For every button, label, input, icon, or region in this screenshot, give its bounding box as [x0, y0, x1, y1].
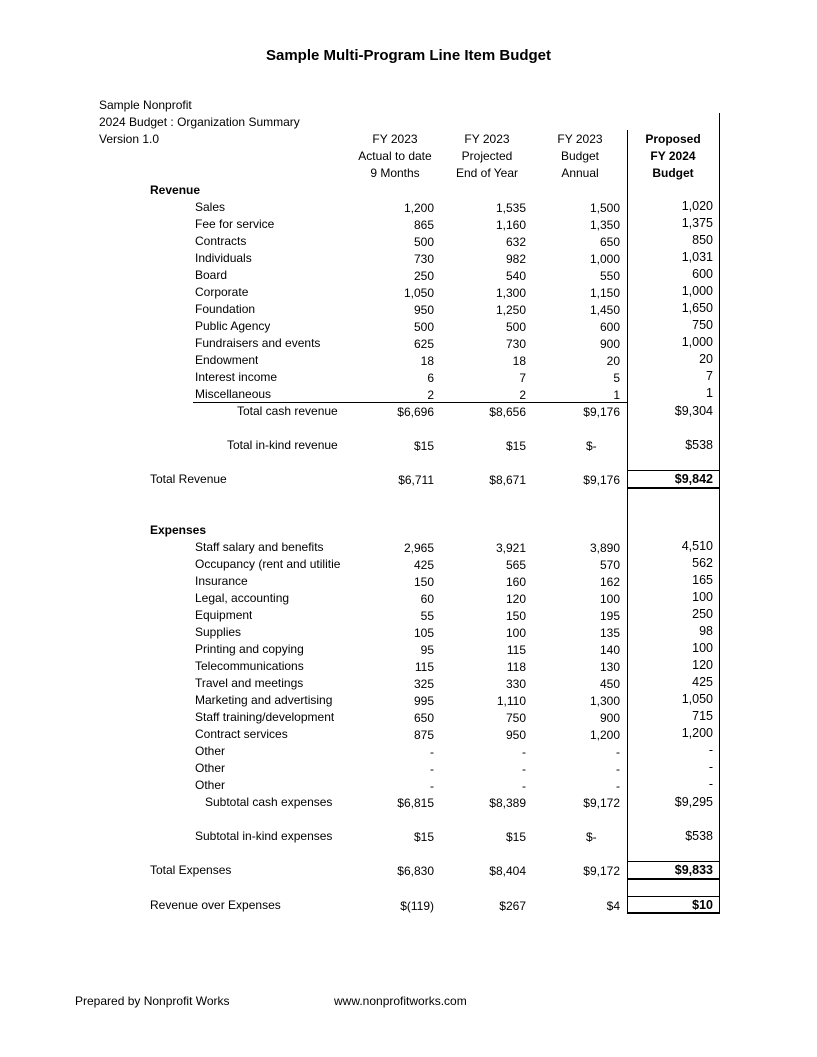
- expense-item-value: 570: [599, 558, 620, 572]
- revenue-item-value: 600: [599, 320, 620, 334]
- revenue-item-value: 730: [413, 252, 434, 266]
- expense-item-value: 562: [692, 556, 713, 570]
- expense-item-value: 900: [599, 711, 620, 725]
- revenue-item-label: Contracts: [195, 234, 247, 248]
- revenue-item-value: 1,350: [589, 218, 620, 232]
- revenue-item-value: 1,000: [681, 284, 713, 298]
- expense-item-value: -: [430, 762, 434, 776]
- expense-item-value: -: [430, 779, 434, 793]
- expense-item-label: Other: [195, 744, 226, 758]
- expense-item-value: 1,200: [681, 726, 713, 740]
- footer-prepared-by: Prepared by Nonprofit Works: [75, 994, 230, 1008]
- subtotal-cash-expenses-proposed: $9,295: [674, 795, 713, 809]
- total-cash-revenue-proposed: $9,304: [674, 404, 713, 418]
- expense-item-value: -: [708, 760, 713, 774]
- revenue-item-value: 1,535: [495, 201, 526, 215]
- expense-item-value: 115: [506, 643, 526, 657]
- revenue-item-value: 1,200: [403, 201, 434, 215]
- total-inkind-revenue-proposed: $538: [685, 438, 713, 452]
- expense-item-label: Insurance: [195, 574, 248, 588]
- expense-item-value: -: [616, 779, 620, 793]
- expense-item-value: 650: [413, 711, 434, 725]
- revenue-item-value: 900: [599, 337, 620, 351]
- revenue-item-label: Individuals: [195, 251, 252, 265]
- expense-item-value: 60: [420, 592, 434, 606]
- total-inkind-revenue-projected: $15: [505, 439, 526, 453]
- expense-item-value: 1,200: [589, 728, 620, 742]
- expense-item-value: 130: [599, 660, 620, 674]
- proposed-column-right-border: [719, 113, 720, 914]
- column-header-line: FY 2023: [464, 132, 510, 146]
- expense-item-value: 325: [413, 677, 434, 691]
- expense-item-value: 120: [505, 592, 526, 606]
- expense-item-value: 3,890: [589, 541, 620, 555]
- expense-item-value: 195: [599, 609, 620, 623]
- total-revenue-projected: $8,671: [489, 473, 526, 487]
- column-header-line: 9 Months: [370, 166, 420, 180]
- org-name: Sample Nonprofit: [99, 98, 192, 112]
- total-revenue-proposed: $9,842: [674, 472, 713, 486]
- revenue-item-value: 1,031: [681, 250, 713, 264]
- revenue-item-value: 18: [420, 354, 434, 368]
- revenue-over-expenses-label: Revenue over Expenses: [150, 898, 281, 912]
- total-expenses-box-bottom: [627, 878, 720, 880]
- total-revenue-label: Total Revenue: [150, 472, 227, 486]
- total-cash-revenue-label: Total cash revenue: [237, 404, 338, 418]
- footer-website: www.nonprofitworks.com: [334, 994, 467, 1008]
- expense-item-value: 162: [599, 575, 620, 589]
- expense-item-value: -: [430, 745, 434, 759]
- expense-item-value: 150: [505, 609, 526, 623]
- subtotal-inkind-expenses-projected: $15: [505, 830, 526, 844]
- subtotal-inkind-expenses-proposed: $538: [685, 829, 713, 843]
- expense-item-value: 995: [413, 694, 434, 708]
- revenue-item-value: 950: [413, 303, 434, 317]
- expense-item-value: -: [616, 745, 620, 759]
- expense-item-value: 165: [692, 573, 713, 587]
- revenue-item-value: 625: [413, 337, 434, 351]
- expense-item-value: 100: [505, 626, 526, 640]
- revenue-item-value: 500: [505, 320, 526, 334]
- revenue-item-label: Corporate: [195, 285, 249, 299]
- expense-item-value: 120: [692, 658, 713, 672]
- expense-item-value: 450: [599, 677, 620, 691]
- revenue-item-value: 7: [706, 369, 713, 383]
- expense-item-value: 100: [692, 641, 713, 655]
- revenue-item-value: 1: [613, 388, 620, 402]
- revenue-item-label: Foundation: [195, 302, 256, 316]
- expense-item-label: Other: [195, 761, 226, 775]
- subtotal-cash-expenses-actual: $6,815: [397, 796, 434, 810]
- org-subtitle: 2024 Budget : Organization Summary: [99, 115, 300, 129]
- subtotal-cash-expenses-budget: $9,172: [583, 796, 620, 810]
- revenue-item-value: 1,375: [681, 216, 713, 230]
- revenue-subtotal-rule: [193, 402, 628, 403]
- revenue-item-value: 6: [427, 371, 434, 385]
- column-header-line: FY 2023: [557, 132, 603, 146]
- expense-item-value: -: [616, 762, 620, 776]
- expense-item-value: 565: [505, 558, 526, 572]
- revenue-item-value: 1,150: [589, 286, 620, 300]
- expense-item-label: Telecommunications: [195, 659, 304, 673]
- revenue-item-value: 20: [606, 354, 620, 368]
- revenue-over-expenses-actual: $(119): [400, 899, 434, 913]
- column-header-line: Budget: [560, 149, 600, 163]
- revenue-item-value: 1,250: [495, 303, 526, 317]
- expense-item-label: Contract services: [195, 727, 288, 741]
- revenue-item-value: 865: [413, 218, 434, 232]
- revenue-over-expenses-proposed: $10: [692, 898, 713, 912]
- expense-item-value: 715: [692, 709, 713, 723]
- expense-item-value: 160: [505, 575, 526, 589]
- expense-item-label: Printing and copying: [195, 642, 304, 656]
- expense-item-value: 875: [413, 728, 434, 742]
- subtotal-inkind-expenses-label: Subtotal in-kind expenses: [195, 829, 333, 843]
- revenue-item-value: 1,650: [681, 301, 713, 315]
- revenue-item-value: 730: [505, 337, 526, 351]
- expense-item-label: Supplies: [195, 625, 242, 639]
- subtotal-inkind-expenses-budget: $-: [586, 830, 597, 844]
- total-inkind-revenue-label: Total in-kind revenue: [227, 438, 338, 452]
- revenue-item-value: 500: [413, 235, 434, 249]
- expense-item-value: 425: [413, 558, 434, 572]
- expense-item-value: 950: [505, 728, 526, 742]
- revenue-item-value: 1,500: [589, 201, 620, 215]
- revenue-item-label: Fundraisers and events: [195, 336, 321, 350]
- page-title: Sample Multi-Program Line Item Budget: [265, 47, 552, 64]
- total-cash-revenue-actual: $6,696: [397, 405, 434, 419]
- expense-item-value: 250: [692, 607, 713, 621]
- revenue-item-value: 1,000: [589, 252, 620, 266]
- expense-item-value: 1,110: [496, 694, 526, 708]
- revenue-item-value: 1: [706, 386, 713, 400]
- expenses-heading: Expenses: [150, 523, 207, 537]
- total-revenue-actual: $6,711: [398, 473, 434, 487]
- net-box-top: [627, 896, 720, 897]
- revenue-item-label: Interest income: [195, 370, 278, 384]
- expense-item-value: -: [708, 777, 713, 791]
- expense-item-label: Travel and meetings: [195, 676, 304, 690]
- expense-item-value: 425: [692, 675, 713, 689]
- total-expenses-actual: $6,830: [397, 864, 434, 878]
- total-revenue-box-top: [627, 470, 720, 471]
- expense-item-label: Other: [195, 778, 226, 792]
- expense-item-value: 750: [505, 711, 526, 725]
- total-expenses-budget: $9,172: [583, 864, 620, 878]
- revenue-item-value: 1,020: [681, 199, 713, 213]
- expense-item-value: 150: [413, 575, 434, 589]
- revenue-item-label: Public Agency: [195, 319, 271, 333]
- total-inkind-revenue-budget: $-: [586, 439, 597, 453]
- subtotal-cash-expenses-label: Subtotal cash expenses: [205, 795, 333, 809]
- revenue-item-value: 2: [519, 388, 526, 402]
- revenue-item-value: 500: [413, 320, 434, 334]
- revenue-item-value: 550: [599, 269, 620, 283]
- revenue-item-value: 250: [413, 269, 434, 283]
- revenue-item-value: 7: [519, 371, 526, 385]
- expense-item-value: -: [708, 743, 713, 757]
- column-header-line: Annual: [561, 166, 599, 180]
- expense-item-value: 1,300: [589, 694, 620, 708]
- expense-item-value: 100: [692, 590, 713, 604]
- revenue-item-value: 600: [692, 267, 713, 281]
- revenue-heading: Revenue: [150, 183, 201, 197]
- expense-item-value: 98: [699, 624, 713, 638]
- expense-item-value: 105: [413, 626, 434, 640]
- total-cash-revenue-projected: $8,656: [489, 405, 526, 419]
- revenue-item-value: 1,160: [495, 218, 526, 232]
- total-expenses-box-top: [627, 861, 720, 862]
- revenue-item-value: 750: [692, 318, 713, 332]
- total-inkind-revenue-actual: $15: [413, 439, 434, 453]
- expense-item-value: 100: [599, 592, 620, 606]
- total-expenses-label: Total Expenses: [150, 863, 232, 877]
- expense-item-label: Legal, accounting: [195, 591, 290, 605]
- total-revenue-box-bottom: [627, 487, 720, 489]
- expense-item-value: 95: [420, 643, 434, 657]
- revenue-item-label: Sales: [195, 200, 226, 214]
- expense-item-value: -: [522, 745, 526, 759]
- expense-item-value: 3,921: [495, 541, 526, 555]
- column-header-line: FY 2023: [372, 132, 418, 146]
- revenue-item-label: Fee for service: [195, 217, 275, 231]
- expense-item-value: 140: [599, 643, 620, 657]
- total-expenses-proposed: $9,833: [674, 863, 713, 877]
- column-header-line: End of Year: [455, 166, 519, 180]
- column-header-line: Budget: [652, 166, 694, 180]
- column-header-line: Proposed: [645, 132, 701, 146]
- revenue-item-value: 1,050: [403, 286, 434, 300]
- revenue-item-value: 18: [512, 354, 526, 368]
- revenue-item-value: 850: [692, 233, 713, 247]
- expense-item-value: 4,510: [681, 539, 713, 553]
- expense-item-label: Staff training/development: [195, 710, 335, 724]
- revenue-over-expenses-budget: $4: [606, 899, 620, 913]
- revenue-item-value: 632: [505, 235, 526, 249]
- expense-item-value: 118: [506, 660, 526, 674]
- revenue-item-label: Endowment: [195, 353, 259, 367]
- revenue-item-label: Board: [195, 268, 228, 282]
- total-cash-revenue-budget: $9,176: [583, 405, 620, 419]
- column-header-line: Actual to date: [358, 149, 432, 163]
- subtotal-cash-expenses-projected: $8,389: [489, 796, 526, 810]
- expense-item-label: Staff salary and benefits: [195, 540, 324, 554]
- revenue-item-value: 1,000: [681, 335, 713, 349]
- revenue-item-value: 2: [427, 388, 434, 402]
- column-header-line: Projected: [461, 149, 513, 163]
- expense-item-value: -: [522, 762, 526, 776]
- expense-item-label: Equipment: [195, 608, 253, 622]
- expense-item-value: 135: [599, 626, 620, 640]
- expense-item-value: 2,965: [403, 541, 434, 555]
- revenue-item-value: 1,450: [589, 303, 620, 317]
- expense-item-label: Occupancy (rent and utilitie: [195, 557, 341, 571]
- expense-item-value: 115: [414, 660, 434, 674]
- total-expenses-projected: $8,404: [489, 864, 526, 878]
- revenue-over-expenses-projected: $267: [499, 899, 526, 913]
- revenue-item-value: 1,300: [495, 286, 526, 300]
- revenue-item-value: 982: [505, 252, 526, 266]
- expense-item-label: Marketing and advertising: [195, 693, 333, 707]
- expense-item-value: -: [522, 779, 526, 793]
- revenue-item-value: 5: [613, 371, 620, 385]
- expense-item-value: 330: [505, 677, 526, 691]
- expense-item-value: 55: [420, 609, 434, 623]
- expense-item-value: 1,050: [681, 692, 713, 706]
- net-box-bottom: [627, 912, 720, 914]
- revenue-item-label: Miscellaneous: [195, 387, 272, 401]
- revenue-item-value: 540: [505, 269, 526, 283]
- column-header-line: FY 2024: [650, 149, 696, 163]
- subtotal-inkind-expenses-actual: $15: [413, 830, 434, 844]
- version-label: Version 1.0: [99, 132, 160, 146]
- revenue-item-value: 650: [599, 235, 620, 249]
- column-header-proposed: [618, 131, 728, 182]
- revenue-item-value: 20: [699, 352, 713, 366]
- total-revenue-budget: $9,176: [583, 473, 620, 487]
